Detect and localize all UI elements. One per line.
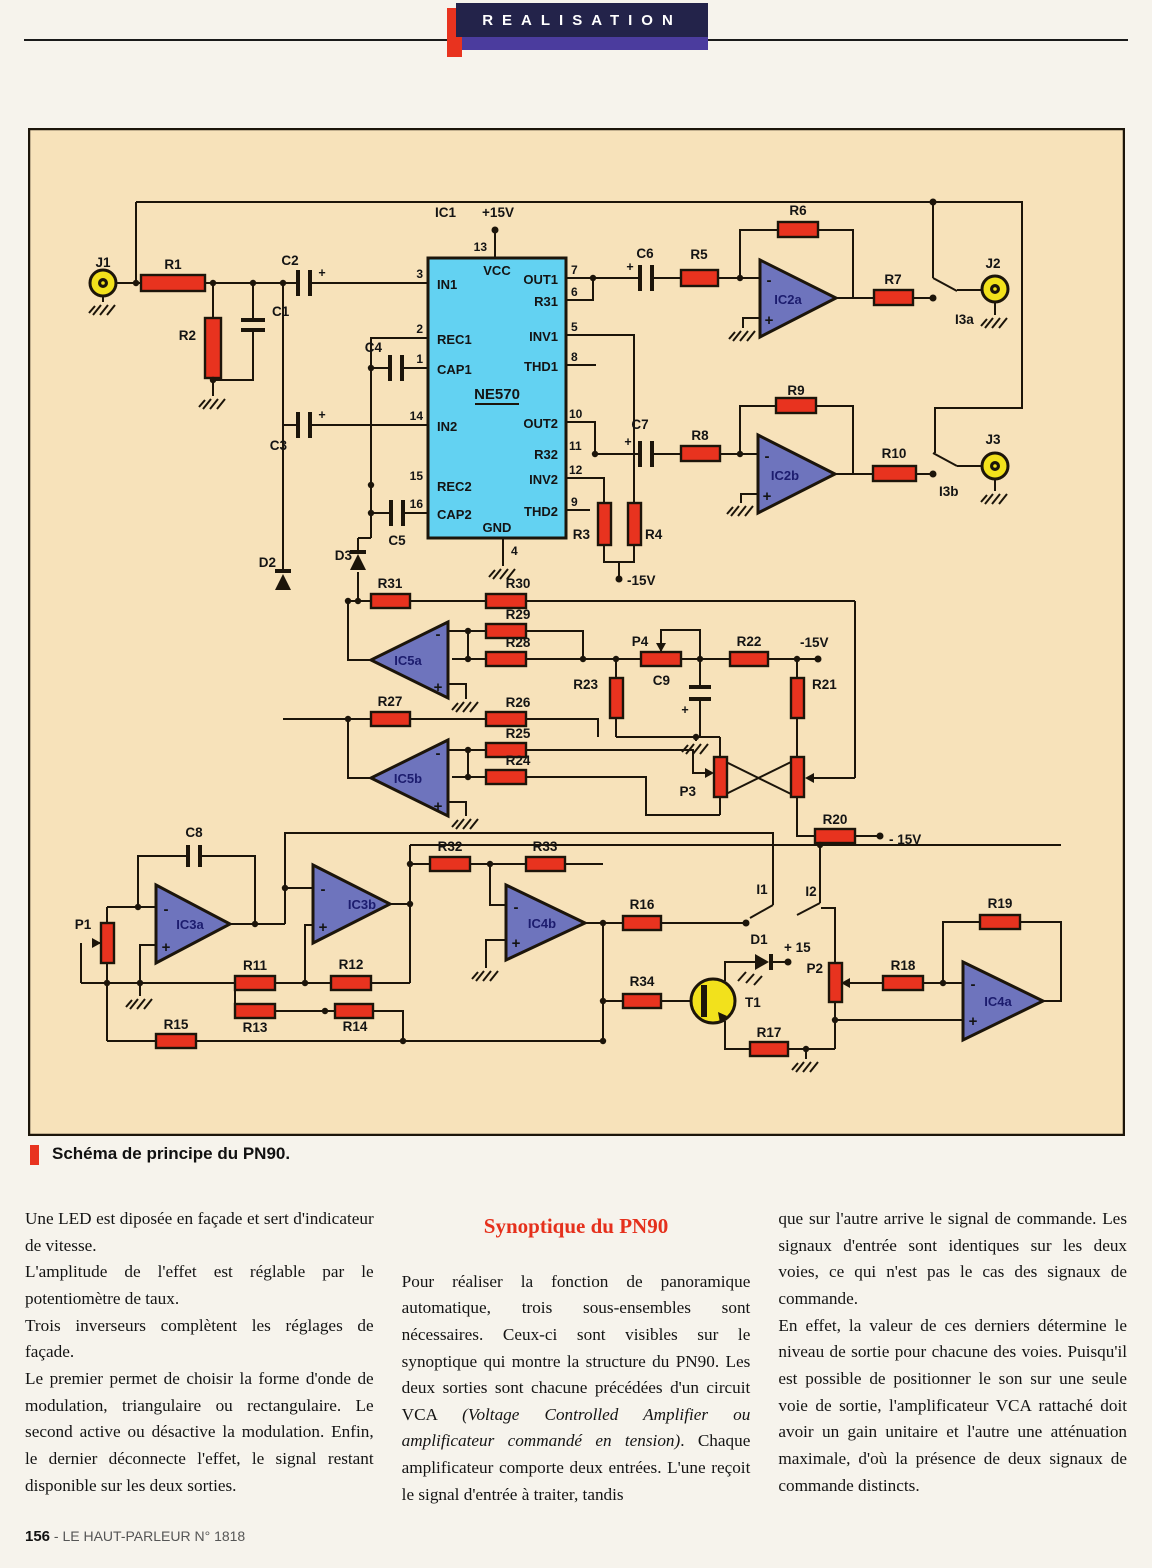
schematic-label-IC4a: IC4a — [984, 994, 1012, 1009]
schematic-label-J2: J2 — [985, 256, 1001, 271]
schematic-label--: - — [435, 626, 441, 643]
schematic-label-I2: I2 — [805, 884, 817, 899]
schematic-label-R28: R28 — [505, 635, 531, 650]
schematic-label-C1: C1 — [272, 304, 290, 319]
jack-j3 — [982, 453, 1008, 479]
schematic-label-R19: R19 — [987, 896, 1013, 911]
caption-text: Schéma de principe du PN90. — [52, 1144, 291, 1163]
schematic-label-R17: R17 — [756, 1025, 782, 1040]
schematic-label-IC4b: IC4b — [527, 916, 557, 931]
schematic-label-R25: R25 — [505, 726, 531, 741]
schematic-label-J1: J1 — [95, 255, 111, 270]
schematic-label-R1: R1 — [164, 257, 182, 272]
paragraph-text: Pour réaliser la fonction de panoramique automatique, trois sous-ensembles sont nécessaires. Ceux-ci sont visibles sur le synoptique qui montre la structure du PN90. Les deux sorties sont chacune précédées d'un circuit VCA — [401, 1271, 751, 1424]
schematic-label-I3b: I3b — [939, 484, 959, 499]
schematic-label-R11: R11 — [242, 958, 268, 973]
schematic-label-OUT2: OUT2 — [523, 416, 558, 431]
schematic-label-+: + — [681, 703, 689, 717]
schematic-label-7: 7 — [571, 263, 578, 277]
schematic-label-IC3a: IC3a — [176, 917, 204, 932]
schematic-label-NE570: NE570 — [474, 386, 520, 403]
schematic-label-T1: T1 — [745, 995, 761, 1010]
schematic-label-+: + — [433, 679, 443, 696]
schematic-label-C3: C3 — [269, 438, 287, 453]
schematic-label-+: + — [318, 266, 326, 280]
schematic-label-13: 13 — [473, 240, 487, 254]
schematic-label-P3: P3 — [679, 784, 696, 799]
schematic-label-+: + — [968, 1013, 978, 1030]
page-number: 156 — [25, 1528, 51, 1545]
schematic-label-R6: R6 — [789, 203, 807, 218]
schematic-label--: - — [764, 448, 770, 465]
schematic-label-R33: R33 — [532, 839, 558, 854]
schematic-label-R23: R23 — [573, 677, 598, 692]
article-column-3 — [778, 1206, 1127, 1508]
schematic-label-THD1: THD1 — [524, 359, 558, 374]
jack-j2 — [982, 276, 1008, 302]
schematic-label-11: 11 — [569, 439, 582, 453]
schematic-label-2: 2 — [416, 322, 423, 336]
schematic-label-R32: R32 — [437, 839, 463, 854]
transistor-t1 — [691, 979, 735, 1023]
schematic-label-+: + — [511, 935, 521, 952]
schematic-label-C4: C4 — [364, 340, 382, 355]
schematic-label-INV2: INV2 — [529, 472, 558, 487]
schematic-label-R30: R30 — [505, 576, 531, 591]
schematic-label-R4: R4 — [645, 527, 663, 542]
schematic-label-IN1: IN1 — [437, 277, 458, 292]
schematic-label--15V: -15V — [800, 635, 829, 650]
schematic-label-REC1: REC1 — [437, 332, 472, 347]
schematic-label-5: 5 — [571, 320, 578, 334]
paragraph — [402, 1269, 751, 1509]
schematic-label-GND: GND — [482, 520, 512, 535]
schematic-label-R21: R21 — [812, 677, 837, 692]
schematic-label-IC5b: IC5b — [393, 771, 423, 786]
schematic-label-R34: R34 — [629, 974, 655, 989]
schematic-label-R31: R31 — [377, 576, 403, 591]
schematic-label-R10: R10 — [881, 446, 907, 461]
schematic-label-R26: R26 — [505, 695, 531, 710]
schematic-label-VCC: VCC — [483, 263, 511, 278]
schematic-label-9: 9 — [571, 495, 578, 509]
paragraph-text: . Chaque amplificateur comporte deux entrées. L'une reçoit le signal d'entrée à traiter, tandis — [401, 1431, 751, 1504]
schematic-label-C9: C9 — [652, 673, 670, 688]
schematic-label-C6: C6 — [636, 246, 654, 261]
paragraph: que sur l'autre arrive le signal de commande. Les signaux d'entrée sont identiques sur les deux voies, ce qui n'est pas le cas des signaux de commande. — [778, 1209, 1128, 1308]
schematic-label-IC3b: IC3b — [347, 897, 377, 912]
article-subtitle: Synoptique du PN90 — [483, 1214, 669, 1238]
schematic-label--: - — [163, 901, 169, 918]
schematic-label-+: + — [318, 408, 326, 422]
schematic-label-R32: R32 — [534, 447, 558, 462]
schematic-label-+15: + 15 — [784, 940, 811, 955]
schematic-label-IC5a: IC5a — [394, 653, 422, 668]
schematic-label-+: + — [161, 939, 171, 956]
schematic-label-12: 12 — [569, 463, 583, 477]
schematic-label-P4: P4 — [631, 634, 649, 649]
schematic-label-J3: J3 — [985, 432, 1001, 447]
article-columns — [25, 1206, 1127, 1508]
schematic-label-THD2: THD2 — [524, 504, 558, 519]
schematic-label-R24: R24 — [505, 753, 531, 768]
schematic-label-C2: C2 — [281, 253, 299, 268]
schematic-label-+: + — [318, 919, 328, 936]
schematic-label-15: 15 — [409, 469, 423, 483]
schematic-label--: - — [766, 272, 772, 289]
paragraph: En effet, la valeur de ces derniers détermine le niveau de sortie pour chacune des voies. Puisqu'il est possible de positionner le son sur une seule voie de sortie, l'amplificateur VCA rattaché doit avoir un gain unitaire et l'autre une atténuation maximale, d'où la présence de deux signaux de commande distincts. — [778, 1315, 1128, 1495]
schematic-label-+: + — [626, 260, 634, 274]
schematic-label-R12: R12 — [338, 957, 364, 972]
schematic-label-R18: R18 — [890, 958, 916, 973]
schematic-label-3: 3 — [416, 267, 423, 281]
schematic-label-REC2: REC2 — [437, 479, 472, 494]
schematic-label-CAP2: CAP2 — [437, 507, 472, 522]
article-column-1 — [25, 1206, 374, 1508]
circuit-schematic — [28, 128, 1125, 1136]
schematic-label-P1: P1 — [74, 917, 92, 932]
paragraph-italic-text: (Voltage Controlled Amplifier ou amplificateur commandé en tension) — [401, 1404, 751, 1451]
schematic-label-R7: R7 — [884, 272, 902, 287]
schematic-label-+: + — [764, 312, 774, 329]
section-label: REALISATION — [482, 11, 682, 29]
schematic-label-R22: R22 — [736, 634, 762, 649]
schematic-label--: - — [970, 976, 976, 993]
schematic-label-8: 8 — [571, 350, 578, 364]
schematic-label--: - — [435, 745, 441, 762]
schematic-label-+: + — [433, 798, 443, 815]
caption-marker-icon — [30, 1145, 39, 1165]
schematic-label-R14: R14 — [342, 1019, 368, 1034]
schematic-label-R27: R27 — [377, 694, 403, 709]
schematic-label-OUT1: OUT1 — [523, 272, 558, 287]
schematic-label-R20: R20 — [822, 812, 848, 827]
schematic-label-IN2: IN2 — [437, 419, 458, 434]
schematic-label-R9: R9 — [787, 383, 805, 398]
schematic-label-6: 6 — [571, 285, 578, 299]
schematic-label-CAP1: CAP1 — [437, 362, 472, 377]
schematic-label-C5: C5 — [388, 533, 406, 548]
schematic-label-IC1: IC1 — [435, 205, 457, 220]
schematic-label-INV1: INV1 — [529, 329, 558, 344]
schematic-label-16: 16 — [409, 497, 423, 511]
paragraph: L'amplitude de l'effet est réglable par le potentiomètre de taux. — [25, 1262, 374, 1308]
schematic-label-4: 4 — [511, 544, 518, 558]
schematic-label--: - — [513, 899, 519, 916]
schematic-label--15V: -15V — [627, 573, 656, 588]
schematic-label-R16: R16 — [629, 897, 655, 912]
schematic-label-C8: C8 — [185, 825, 203, 840]
schematic-label-R13: R13 — [242, 1020, 268, 1035]
schematic-label-1: 1 — [416, 352, 423, 366]
paragraph: Le premier permet de choisir la forme d'onde de modulation, triangulaire ou rectangulaire. Le second active ou désactive la modulation. Enfin, le dernier déconnecte l'effet, le signal restant disponible sur les deux sorties. — [25, 1368, 374, 1495]
page-footer — [25, 1528, 245, 1545]
schematic-label-+: + — [624, 435, 632, 449]
schematic-label-C7: C7 — [631, 417, 649, 432]
schematic-label-+15V: +15V — [482, 205, 514, 220]
magazine-name: - LE HAUT-PARLEUR N° 1818 — [50, 1528, 246, 1544]
schematic-label-P2: P2 — [806, 961, 823, 976]
paragraph: Trois inverseurs complètent les réglages de façade. — [25, 1315, 374, 1362]
paragraph: Une LED est diposée en façade et sert d'indicateur de vitesse. — [25, 1209, 374, 1255]
schematic-label-R29: R29 — [505, 607, 531, 622]
schematic-label-R8: R8 — [691, 428, 709, 443]
schematic-label-R15: R15 — [163, 1017, 189, 1032]
schematic-label-R2: R2 — [178, 328, 196, 343]
schematic-label--15V: - 15V — [889, 832, 922, 847]
schematic-label-D1: D1 — [750, 932, 768, 947]
figure-caption — [30, 1144, 290, 1165]
schematic-label-D3: D3 — [334, 548, 352, 563]
schematic-label-I3a: I3a — [955, 312, 974, 327]
schematic-label--: - — [320, 881, 326, 898]
schematic-label-IC2b: IC2b — [770, 468, 800, 483]
section-banner — [456, 3, 708, 37]
schematic-label-R31: R31 — [534, 294, 558, 309]
schematic-label-R5: R5 — [690, 247, 708, 262]
header-purple-strip — [462, 37, 708, 50]
article-column-2 — [402, 1206, 751, 1508]
schematic-label-R3: R3 — [572, 527, 590, 542]
schematic-label-D2: D2 — [258, 555, 276, 570]
schematic-label-IC2a: IC2a — [774, 292, 802, 307]
schematic-label-14: 14 — [409, 409, 423, 423]
schematic-label-+: + — [762, 488, 772, 505]
schematic-label-10: 10 — [569, 407, 583, 421]
schematic-label-I1: I1 — [756, 882, 768, 897]
jack-j1 — [90, 270, 116, 296]
